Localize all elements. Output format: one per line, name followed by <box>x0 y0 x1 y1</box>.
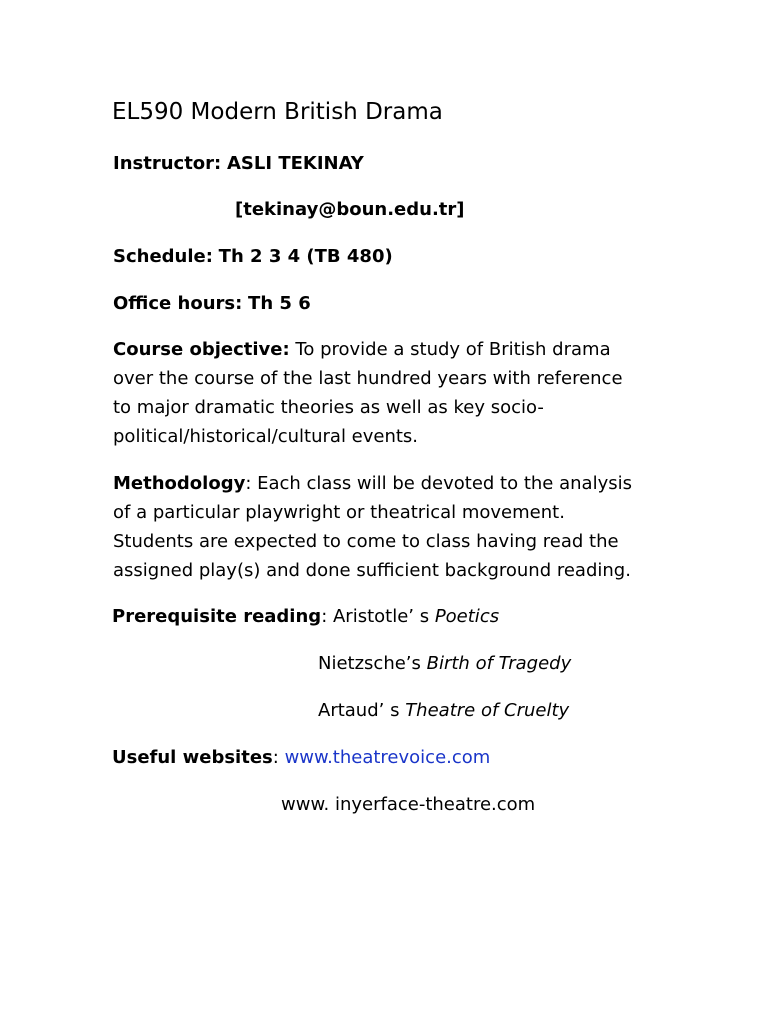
methodology-paragraph <box>113 469 673 585</box>
prerequisite-reading-item <box>318 655 571 673</box>
useful-websites-line <box>112 749 490 767</box>
instructor-email: [tekinay@boun.edu.tr] <box>235 199 465 220</box>
methodology-line: Students are expected to come to class having read the <box>113 531 619 552</box>
methodology-line: assigned play(s) and done sufficient background reading. <box>113 560 631 581</box>
useful-websites-label: Useful websites <box>112 747 273 768</box>
document-title: EL590 Modern British Drama <box>112 99 443 125</box>
prerequisite-reading-item <box>318 702 569 720</box>
reading-work-title: Birth of Tragedy <box>426 653 572 674</box>
reading-prefix: Nietzsche’s <box>318 653 427 674</box>
website-text-inyerface: www. inyerface-theatre.com <box>281 794 536 815</box>
methodology-text: : Each class will be devoted to the analysis <box>245 473 632 494</box>
methodology-line <box>113 469 673 498</box>
course-objective-line: to major dramatic theories as well as key socio- <box>113 397 544 418</box>
course-objective-line <box>113 335 673 364</box>
website-link-theatrevoice[interactable]: www.theatrevoice.com <box>284 747 491 768</box>
reading-prefix: : Aristotle’ s <box>321 606 435 627</box>
course-objective-paragraph <box>113 335 673 451</box>
methodology-label: Methodology <box>113 473 246 494</box>
useful-websites-separator: : <box>272 747 285 768</box>
office-hours-line <box>113 295 311 313</box>
reading-work-title: Theatre of Cruelty <box>405 700 570 721</box>
prerequisite-reading-line <box>112 608 499 626</box>
office-hours-value: Th 5 6 <box>248 293 311 314</box>
schedule-value: Th 2 3 4 (TB 480) <box>218 246 393 267</box>
prerequisite-reading-label: Prerequisite reading <box>112 606 322 627</box>
course-objective-label: Course objective: <box>113 339 290 360</box>
schedule-line <box>113 248 393 266</box>
course-objective-line: over the course of the last hundred years with reference <box>113 368 623 389</box>
course-objective-text: To provide a study of British drama <box>295 339 611 360</box>
reading-work-title: Poetics <box>434 606 500 627</box>
schedule-label: Schedule: <box>113 246 213 267</box>
instructor-name: ASLI TEKINAY <box>226 153 364 174</box>
office-hours-label: Office hours: <box>113 293 243 314</box>
reading-prefix: Artaud’ s <box>318 700 406 721</box>
instructor-label: Instructor: <box>113 153 222 174</box>
course-objective-line: political/historical/cultural events. <box>113 426 419 447</box>
instructor-line <box>113 155 364 173</box>
methodology-line: of a particular playwright or theatrical movement. <box>113 502 565 523</box>
